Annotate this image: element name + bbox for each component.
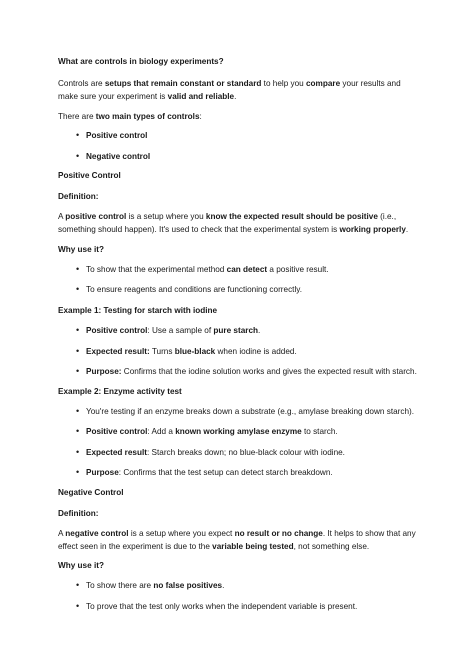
type-item-negative: Negative control <box>86 152 151 161</box>
bullet: • <box>76 580 80 590</box>
negative-definition-label: Definition: <box>58 509 99 518</box>
negative-why-item: To prove that the test only works when the independent variable is present. <box>86 602 358 611</box>
positive-definition: A positive control is a setup where you know the expected result should be positive (i.e., something should happen). It's used to check that the experimental system is working properly. <box>58 212 409 234</box>
example1-item: Purpose: Confirms that the iodine solution works and gives the expected result with starch. <box>86 367 417 376</box>
example1-heading: Example 1: Testing for starch with iodine <box>58 306 218 315</box>
bullet: • <box>76 447 80 457</box>
bullet: • <box>76 346 80 356</box>
bullet: • <box>76 151 80 161</box>
bullet: • <box>76 284 80 294</box>
negative-why-label: Why use it? <box>58 561 104 570</box>
bullet: • <box>76 366 80 376</box>
bullet: • <box>76 467 80 477</box>
positive-heading: Positive Control <box>58 171 121 180</box>
negative-why-item: To show there are no false positives. <box>86 581 225 590</box>
intro-paragraph: Controls are setups that remain constant or standard to help you compare your results and make sure your experiment is valid and reliable. <box>58 79 401 101</box>
bullet: • <box>76 130 80 140</box>
bullet: • <box>76 406 80 416</box>
example2-item: Positive control: Add a known working amylase enzyme to starch. <box>86 427 338 436</box>
types-intro: There are two main types of controls: <box>58 112 202 121</box>
example2-item: You're testing if an enzyme breaks down a substrate (e.g., amylase breaking down starch). <box>86 407 415 416</box>
example2-item: Purpose: Confirms that the test setup can detect starch breakdown. <box>86 468 333 477</box>
example1-item: Positive control: Use a sample of pure starch. <box>86 326 261 335</box>
type-item-positive: Positive control <box>86 131 148 140</box>
positive-why-item: To ensure reagents and conditions are functioning correctly. <box>86 285 303 294</box>
negative-definition: A negative control is a setup where you expect no result or no change. It helps to show that any effect seen in the experiment is due to the variable being tested, not something else. <box>58 529 416 551</box>
bullet: • <box>76 325 80 335</box>
bullet: • <box>76 264 80 274</box>
bullet: • <box>76 601 80 611</box>
document-title: What are controls in biology experiments? <box>58 57 224 66</box>
positive-why-item: To show that the experimental method can detect a positive result. <box>86 265 329 274</box>
example2-heading: Example 2: Enzyme activity test <box>58 387 182 396</box>
positive-definition-label: Definition: <box>58 192 99 201</box>
bullet: • <box>76 426 80 436</box>
positive-why-label: Why use it? <box>58 245 104 254</box>
example1-item: Expected result: Turns blue-black when iodine is added. <box>86 347 297 356</box>
negative-heading: Negative Control <box>58 488 124 497</box>
example2-item: Expected result: Starch breaks down; no blue-black colour with iodine. <box>86 448 345 457</box>
